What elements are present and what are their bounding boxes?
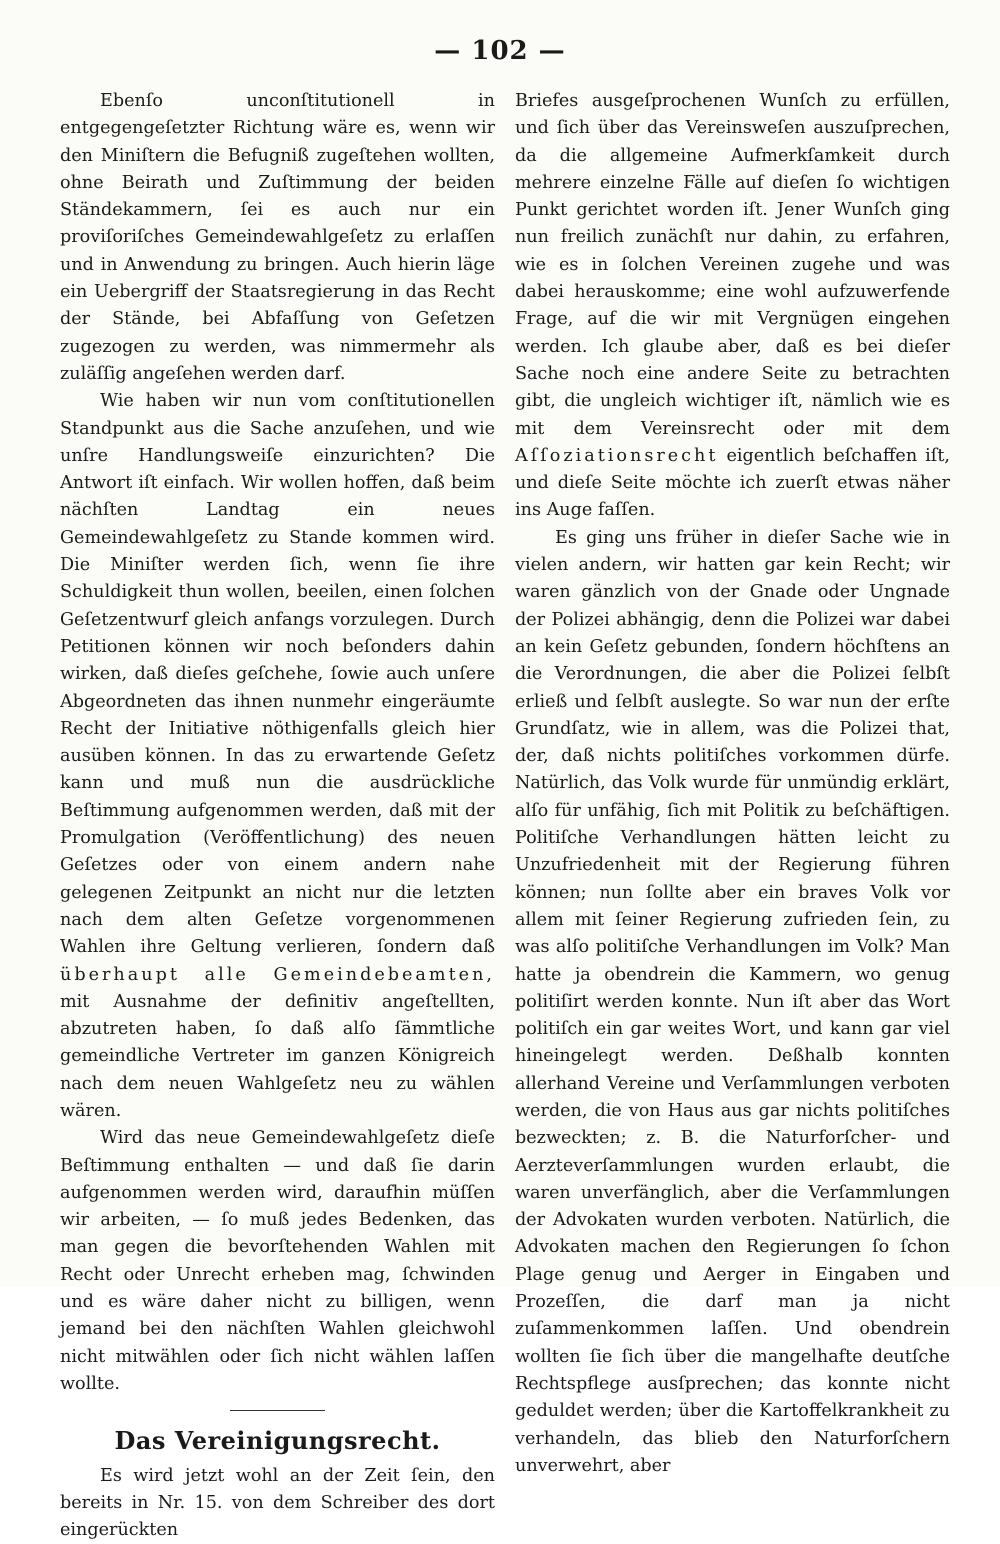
paragraph-2-text: Wie haben wir nun vom conſtitutionellen Standpunkt aus die Sache anzuſehen, und wie unſre Handlungsweiſe einzurichten? Die Antwort iſt einfach. Wir wollen hoffen, daß beim nächſten Landtag ein neues Gemeindewahlgeſetz zu Stande kommen wird. Die Miniſter werden ſich, wenn ſie ihre Schuldigkeit thun wollen, beeilen, einen ſolchen Geſetzentwurf gleich anfangs vorzulegen. Durch Petitionen können wir noch beſonders dahin wirken, daß dieſes geſchehe, ſowie auch unſere Abgeordneten das ihnen nunmehr eingeräumte Recht der Initiative nöthigenfalls gleich hier ausüben können. In das zu erwartende Geſetz kann und muß nun die ausdrückliche Beſtimmung aufgenommen werden, daß mit der Promulgation (Veröffentlichung) des neuen Geſetzes oder von einem andern nahe gelegenen Zeitpunkt an nicht nur die letzten nach dem alten Geſetze vorgenommenen Wahlen ihre Geltung verlieren, ſondern daß	[60, 391, 495, 958]
section-title: Das Vereinigungsrecht.	[114, 1426, 441, 1456]
page-number: — 102 —	[434, 36, 566, 66]
emphasis-text: überhaupt alle Gemeindebeamten,	[60, 964, 495, 985]
paragraph-3: Wird das neue Gemeindewahlgeſetz dieſe Beſtimmung enthalten — und daß ſie darin aufgenommen werden wird, daraufhin müſſen wir arbeiten, — ſo muß jedes Bedenken, das man gegen die bevorſtehenden Wahlen mit Recht oder Unrecht erheben mag, ſchwinden und es wäre daher nicht zu billigen, wenn jemand bei den nächſten Wahlen gleichwohl nicht mitwählen oder ſich nicht wählen laſſen wollte.	[60, 1128, 495, 1394]
emphasis-text: Aſſoziationsrecht	[515, 445, 719, 466]
left-column	[60, 88, 495, 1544]
right-paragraph-1-text: Briefes ausgeſprochenen Wunſch zu erfüllen, und ſich über das Vereinsweſen auszuſprechen, da die allgemeine Aufmerkſamkeit durch mehrere einzelne Fälle auf dieſen ſo wichtigen Punkt gerichtet worden iſt. Jener Wunſch ging nun freilich zunächſt nur dahin, zu erfahren, wie es in ſolchen Vereinen zugehe und was dabei herauskomme; eine wohl aufzuwerfende Frage, auf die wir mit Vergnügen eingehen werden. Ich glaube aber, daß es bei dieſer Sache noch eine andere Seite zu betrachten gibt, die ungleich wichtiger iſt, nämlich wie es mit dem Vereinsrecht oder mit dem	[515, 91, 950, 439]
paragraph-1: Ebenſo unconſtitutionell in entgegengeſetzter Richtung wäre es, wenn wir den Miniſtern die Befugniß zugeſtehen wollten, ohne Beirath und Zuſtimmung der beiden Ständekammern, ſei es auch nur ein proviſoriſches Gemeindewahlgeſetz zu erlaſſen und in Anwendung zu bringen. Auch hierin läge ein Uebergriff der Staatsregierung in das Recht der Stände, bei Abfaſſung von Geſetzen zugezogen zu werden, was nimmermehr als zuläſſig angeſehen werden darf.	[60, 91, 495, 384]
right-paragraph-2: Es ging uns früher in dieſer Sache wie in vielen andern, wir hatten gar kein Recht; wir waren gänzlich von der Gnade oder Ungnade der Polizei abhängig, denn die Polizei war dabei an kein Geſetz gebunden, ſondern höchſtens an die Verordnungen, die aber die Polizei ſelbſt erließ und ſelbſt auslegte. So war nun der erſte Grundſatz, wie in allem, was die Polizei that, der, daß nichts politiſches vorkommen dürfe. Natürlich, das Volk wurde für unmündig erklärt, alſo für unfähig, ſich mit Politik zu beſchäftigen. Politiſche Verhandlungen hätten leicht zu Unzufriedenheit mit der Regierung führen können; nun ſollte aber ein braves Volk vor allem mit ſeiner Regierung zufrieden ſein, zu was alſo politiſche Verhandlungen im Volk? Man hatte ja obendrein die Kammern, wo genug politiſirt werden konnte. Nun iſt aber das Wort politiſch ein gar weites Wort, und kann gar viel hineingelegt werden. Deßhalb konnten allerhand Vereine und Verſammlungen verboten werden, die von Haus aus gar nichts politiſches bezweckten; z. B. die Naturforſcher- und Aerzteverſammlungen wurden erlaubt, die waren unverfänglich, aber die Verſammlungen der Advokaten wurden verboten. Natürlich, die Advokaten machen den Regierungen ſo ſchon Plage genug und Aerger in Eingaben und Prozeſſen, die darf man ja nicht zuſammenkommen laſſen. Und obendrein wollten ſie ſich über die mangelhafte deutſche Rechtspflege ausſprechen; das konnte nicht geduldet werden; über die Kartoffelkrankheit zu verhandeln, das blieb den Naturforſchern unverwehrt, aber	[515, 527, 950, 1476]
right-column	[515, 88, 950, 1480]
right-paragraph-1-tail: eigentlich beſchaffen iſt, und dieſe Seite möchte ich zuerſt etwas näher ins Auge faſſen.	[515, 445, 950, 521]
section-divider	[230, 1410, 325, 1411]
paragraph-2	[60, 388, 495, 1125]
paragraph-2-tail: mit Ausnahme der definitiv angeſtellten, abzutreten haben, ſo daß alſo ſämmtliche gemeindliche Vertreter im ganzen Königreich nach dem neuen Wahlgeſetz neu zu wählen wären.	[60, 991, 495, 1121]
paragraph-4: Es wird jetzt wohl an der Zeit ſein, den bereits in Nr. 15. von dem Schreiber des dort eingerückten	[60, 1465, 495, 1541]
right-paragraph-1	[515, 88, 950, 525]
